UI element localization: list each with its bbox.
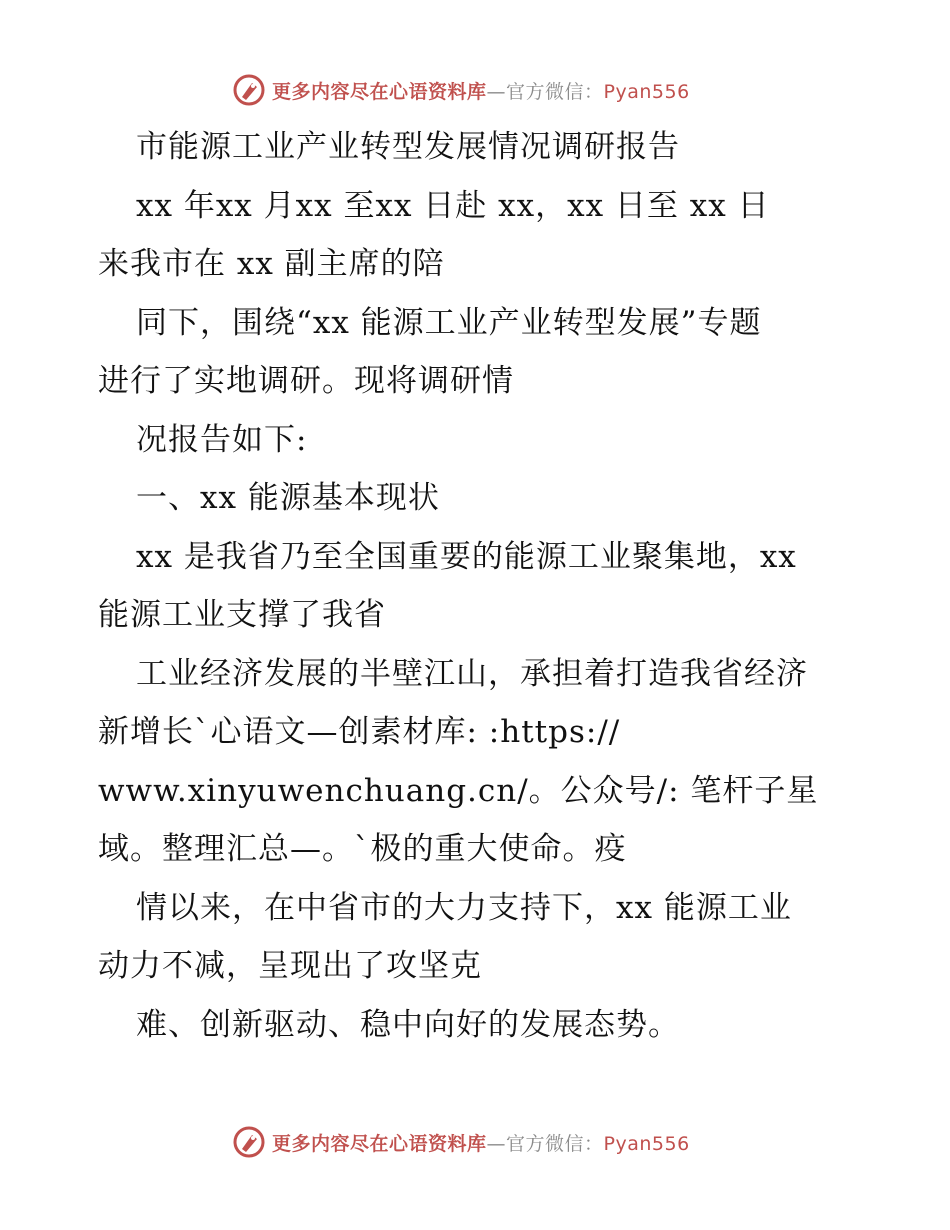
pen-nib-logo-icon: [232, 73, 266, 107]
paragraph-line: xx 是我省乃至全国重要的能源工业聚集地，xx: [136, 538, 797, 575]
paragraph-line: xx 年xx 月xx 至xx 日赴 xx，xx 日至 xx 日: [136, 187, 770, 224]
watermark-separator: —: [486, 1132, 507, 1155]
watermark-wechat-id: Pyan556: [603, 80, 690, 103]
paragraph-line: 进行了实地调研。现将调研情: [98, 363, 514, 399]
watermark-wechat-label: 官方微信：: [506, 1132, 604, 1155]
watermark-header: [232, 70, 690, 110]
watermark-separator: —: [486, 80, 507, 103]
paragraph-line: 域。整理汇总—。`极的重大使命。疫: [98, 831, 627, 867]
watermark-text: [272, 77, 690, 104]
paragraph-line: 动力不减，呈现出了攻坚克: [98, 948, 482, 984]
paragraph-line: 况报告如下:: [136, 421, 308, 458]
paragraph-line: www.xinyuwenchuang.cn/。公众号/: 笔杆子星: [98, 772, 819, 809]
watermark-footer: [232, 1122, 690, 1162]
watermark-wechat-id: Pyan556: [603, 1132, 690, 1155]
paragraph-line: 情以来，在中省市的大力支持下，xx 能源工业: [136, 889, 792, 926]
watermark-brand: 更多内容尽在心语资料库: [272, 1132, 487, 1155]
paragraph-line: 同下，围绕“xx 能源工业产业转型发展”专题: [136, 304, 762, 341]
paragraph-line: 能源工业支撑了我省: [98, 597, 386, 633]
paragraph-line: 来我市在 xx 副主席的陪: [98, 246, 445, 282]
document-title: 市能源工业产业转型发展情况调研报告: [136, 129, 680, 165]
document-body: [98, 118, 858, 1054]
watermark-brand: 更多内容尽在心语资料库: [272, 80, 487, 103]
paragraph-line: 新增长`心语文—创素材库: :https://: [98, 714, 621, 750]
pen-nib-logo-icon: [232, 1125, 266, 1159]
watermark-text: [272, 1129, 690, 1156]
paragraph-line: 工业经济发展的半壁江山，承担着打造我省经济: [136, 655, 808, 692]
watermark-wechat-label: 官方微信：: [506, 80, 604, 103]
paragraph-line: 难、创新驱动、稳中向好的发展态势。: [136, 1006, 680, 1043]
section-heading: 一、xx 能源基本现状: [136, 480, 440, 516]
